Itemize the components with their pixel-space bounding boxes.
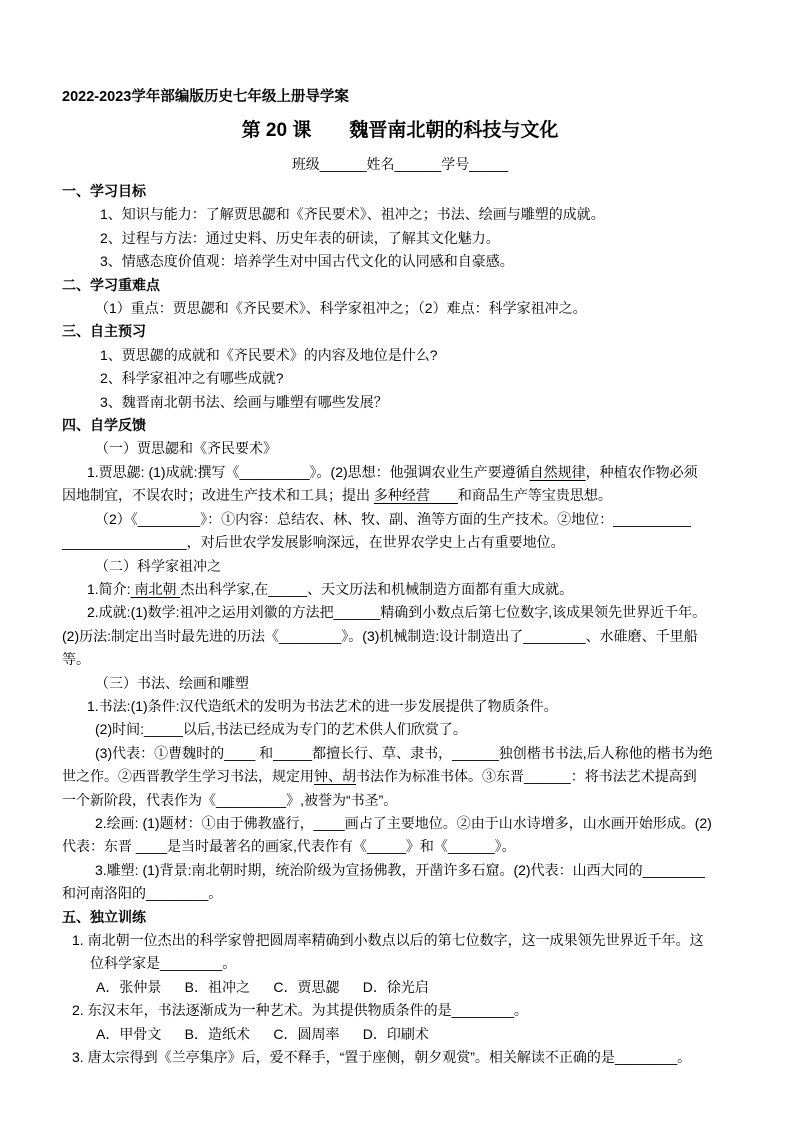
painting-line-2	[62, 835, 738, 858]
goal-item-3	[100, 250, 738, 273]
calligraphy-condition	[87, 695, 738, 718]
zuchongzhi-achievement-3	[62, 648, 738, 671]
section-heading-key-points	[62, 274, 738, 297]
page-title	[62, 117, 738, 145]
question-1-line-1	[72, 929, 738, 952]
text-segment: 因地制宜，不误农时；改进生产技术和工具；提出	[62, 487, 374, 504]
question-3-line	[72, 1046, 738, 1069]
text-segment: 2、过程与方法：通过史料、历史年表的研读，了解其文化魅力。	[100, 229, 500, 246]
text-segment: 等。	[62, 651, 90, 668]
text-segment: 一个新阶段，代表作为《_________》,被誉为“书圣”。	[62, 791, 398, 808]
qimin-line-2	[62, 531, 738, 554]
goal-item-2	[100, 227, 738, 250]
section-heading-exercises	[62, 906, 738, 929]
question-1-line-2	[90, 952, 738, 975]
underlined-text: 钟、胡	[314, 768, 356, 785]
text-segment: 3. 唐太宗得到《兰亭集序》后，爱不释手，“置于座侧，朝夕观赏”。相关解读不正确的是________。	[72, 1049, 692, 1066]
jiasixie-line-2	[62, 484, 738, 507]
text-segment: 二、学习重难点	[62, 276, 160, 293]
text-segment: 三、自主预习	[62, 323, 146, 340]
text-segment: 1、知识与能力：了解贾思勰和《齐民要术》、祖冲之；书法、绘画与雕塑的成就。	[100, 206, 605, 223]
text-segment: (2)时间:_____以后,书法已经成为专门的艺术供人们欣赏了。	[95, 721, 467, 738]
text-segment: 1.贾思勰: (1)成就:撰写《_________》。(2)思想：他强调农业生产要遵循	[87, 463, 530, 480]
course-header	[62, 86, 738, 108]
zuchongzhi-achievement-2	[62, 625, 738, 648]
text-segment: (2)历法:制定出当时最先进的历法《________》。(3)机械制造:设计制造出了________、水碓磨、千里船	[62, 627, 698, 644]
text-segment: （1）重点：贾思勰和《齐民要术》、科学家祖冲之；（2）难点：科学家祖冲之。	[95, 300, 587, 317]
question-2-options	[96, 1023, 738, 1046]
preview-item-1	[100, 344, 738, 367]
student-info-line	[62, 152, 738, 176]
text-segment: 3、情感态度价值观：培养学生对中国古代文化的认同感和自豪感。	[100, 253, 514, 270]
text-segment: （二）科学家祖冲之	[95, 557, 221, 574]
calligraphy-rep-3	[62, 789, 738, 812]
text-segment: 2022-2023学年部编版历史七年级上册导学案	[62, 89, 349, 105]
text-segment: A．张仲景 B．祖冲之 C．贾思勰 D．徐光启	[96, 978, 429, 995]
underlined-text: 多种经营	[373, 487, 458, 504]
text-segment: 1.书法:(1)条件:汉代造纸术的发明为书法艺术的进一步发展提供了物质条件。	[87, 697, 558, 714]
zuchongzhi-intro	[87, 578, 738, 601]
question-2-line	[72, 999, 738, 1022]
text-segment: 2、科学家祖冲之有哪些成就?	[100, 370, 284, 387]
text-segment: 1、贾思勰的成就和《齐民要术》的内容及地位是什么?	[100, 346, 438, 363]
text-segment: 2.绘画: (1)题材：①由于佛教盛行，____画占了主要地位。②由于山水诗增多，山水画开始形成。(2)	[95, 814, 712, 831]
section-heading-goals	[62, 180, 738, 203]
text-segment: ________________，对后世农学发展影响深远，在世界农学史上占有重要地位。	[62, 534, 565, 551]
text-segment: A．甲骨文 B．造纸术 C．圆周率 D．印刷术	[96, 1025, 429, 1042]
subsection-jiasixie	[95, 437, 738, 460]
text-segment: (3)代表：①曹魏时的____ 和_____都擅长行、草、隶书，______独创楷书书法,后人称他的楷书为绝	[95, 744, 713, 761]
text-segment: 和河南洛阳的________。	[62, 885, 223, 902]
subsection-zuchongzhi	[95, 555, 738, 578]
underlined-text: 南北朝	[130, 580, 181, 597]
calligraphy-rep-1	[95, 742, 738, 765]
subsection-arts	[95, 672, 738, 695]
text-segment: 四、自学反馈	[62, 417, 146, 434]
question-1-options	[96, 976, 738, 999]
text-segment: 五、独立训练	[62, 908, 146, 925]
text-segment: 3.雕塑: (1)背景:南北朝时期，统治阶级为宣扬佛教，开凿许多石窟。(2)代表：山西大同的________	[95, 861, 705, 878]
calligraphy-time	[95, 718, 738, 741]
preview-item-3	[100, 391, 738, 414]
preview-item-2	[100, 367, 738, 390]
underlined-text: 自然规律	[529, 463, 586, 480]
text-segment: 杰出科学家,在_____、天文历法和机械制造方面都有重大成就。	[180, 580, 574, 597]
text-segment: （一）贾思勰和《齐民要术》	[95, 440, 277, 457]
key-points-line	[95, 297, 738, 320]
sculpture-line-1	[95, 859, 738, 882]
document-body	[62, 86, 738, 1069]
qimin-line-1	[95, 508, 738, 531]
section-heading-feedback	[62, 414, 738, 437]
text-segment: 位科学家是________。	[90, 955, 237, 972]
painting-line-1	[95, 812, 738, 835]
text-segment: 代表：东晋 ____是当时最著名的画家,代表作有《_____》和《______》。	[62, 838, 516, 855]
zuchongzhi-achievement-1	[87, 601, 738, 624]
text-segment: 2.成就:(1)数学:祖冲之运用刘徽的方法把______精确到小数点后第七位数字,该成果领先世界近千年。	[87, 604, 707, 621]
section-heading-preview	[62, 320, 738, 343]
text-segment: ，种植农作物必须	[585, 463, 698, 480]
calligraphy-rep-2	[62, 765, 738, 788]
text-segment: 1. 南北朝一位杰出的科学家曾把圆周率精确到小数点以后的第七位数字，这一成果领先世界近千年。这	[72, 932, 704, 948]
text-segment: 2. 东汉末年，书法逐渐成为一种艺术。为其提供物质条件的是________。	[72, 1002, 528, 1019]
text-segment: 3、魏晋南北朝书法、绘画与雕塑有哪些发展？	[100, 393, 388, 410]
text-segment: （三）书法、绘画和雕塑	[95, 674, 249, 691]
jiasixie-line-1	[87, 461, 738, 484]
text-segment: 一、学习目标	[62, 183, 146, 199]
text-segment: 班级______姓名______学号_____	[291, 156, 509, 172]
text-segment: 1.简介:	[87, 580, 131, 597]
text-segment: 书法作为标准书体。③东晋______：将书法艺术提高到	[356, 768, 697, 785]
sculpture-line-2	[62, 882, 738, 905]
text-segment: 世之作。②西晋教学生学习书法，规定用	[62, 768, 314, 785]
goal-item-1	[100, 203, 738, 226]
text-segment: 第 20 课 魏晋南北朝的科技与文化	[241, 120, 559, 141]
text-segment: （2）《________》：①内容：总结农、林、牧、副、渔等方面的生产技术。②地位：__________	[95, 510, 691, 527]
text-segment: 和商品生产等宝贵思想。	[457, 487, 612, 504]
